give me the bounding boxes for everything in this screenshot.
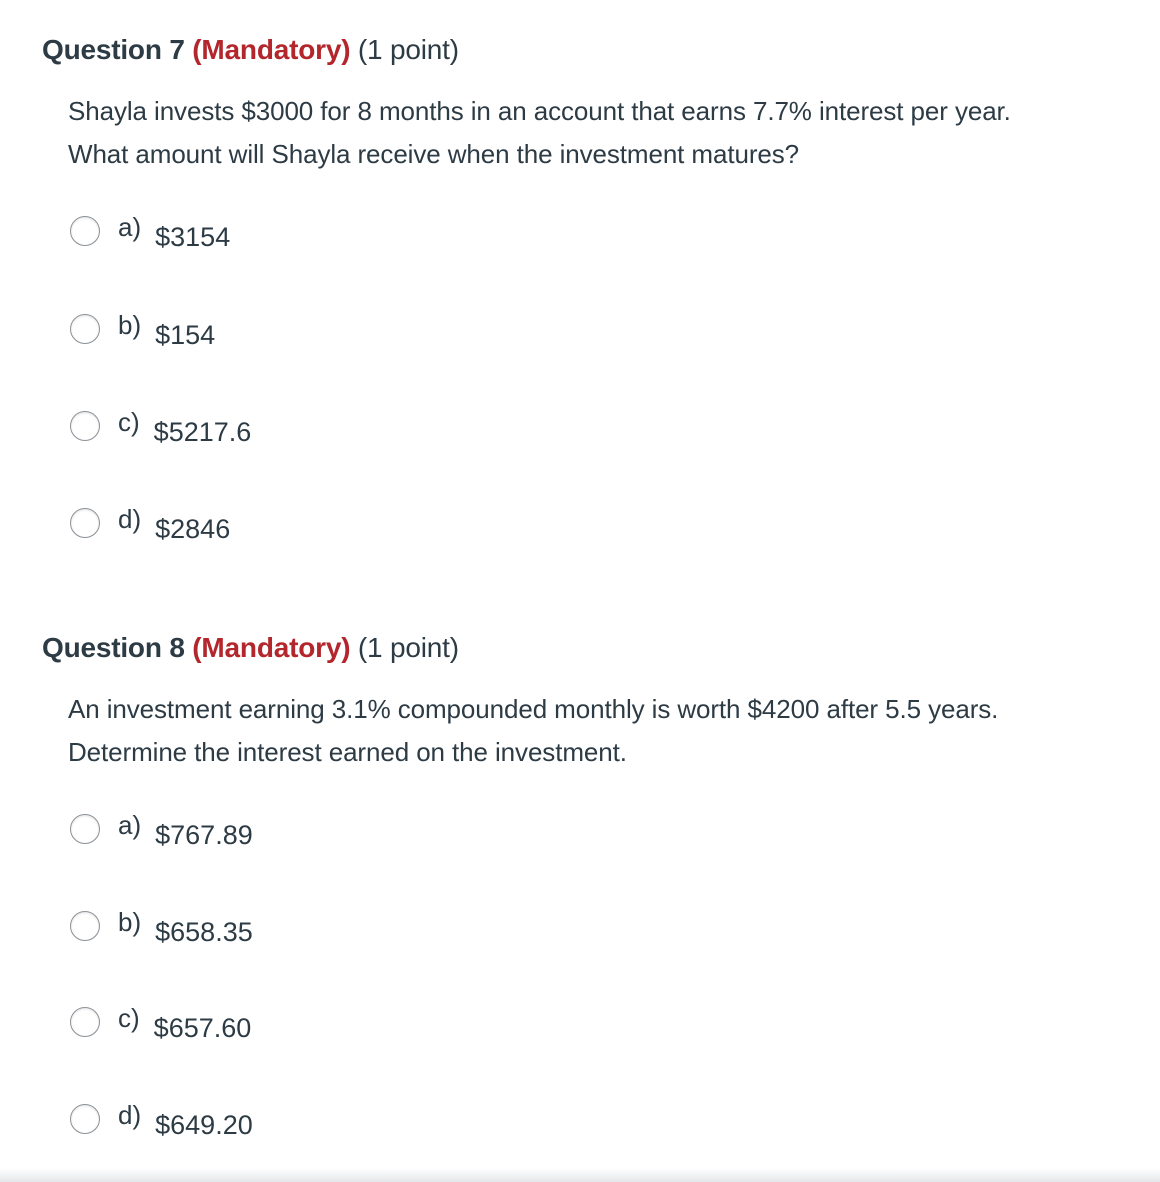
option-value: $658.35 — [155, 916, 253, 947]
option-letter: b) — [118, 906, 142, 937]
points-label: (1 point) — [357, 632, 459, 663]
question-header — [42, 632, 459, 664]
question-text-line: Determine the interest earned on the investment. — [68, 737, 627, 767]
option-letter: c) — [118, 1002, 140, 1033]
option-c[interactable] — [70, 1002, 252, 1043]
question-text — [68, 688, 1148, 774]
radio-button[interactable] — [70, 314, 100, 344]
option-letter: a) — [118, 809, 142, 840]
question-text-line: An investment earning 3.1% compounded monthly is worth $4200 after 5.5 years. — [68, 694, 999, 724]
question-text — [68, 90, 1148, 176]
mandatory-label: (Mandatory) — [192, 34, 351, 65]
option-value: $649.20 — [155, 1109, 253, 1140]
points-label: (1 point) — [357, 34, 459, 65]
option-value: $657.60 — [153, 1012, 252, 1043]
question-text-line: Shayla invests $3000 for 8 months in an account that earns 7.7% interest per year. — [68, 96, 1011, 126]
option-value: $154 — [155, 319, 216, 350]
mandatory-label: (Mandatory) — [192, 632, 351, 663]
radio-button[interactable] — [70, 216, 100, 246]
radio-button[interactable] — [70, 411, 100, 441]
radio-button[interactable] — [70, 1104, 100, 1134]
option-value: $5217.6 — [153, 416, 252, 447]
radio-button[interactable] — [70, 508, 100, 538]
radio-button[interactable] — [70, 911, 100, 941]
question-header — [42, 34, 459, 66]
option-d[interactable] — [70, 1099, 253, 1140]
bottom-edge-shadow — [0, 1168, 1160, 1182]
radio-button[interactable] — [70, 1007, 100, 1037]
option-c[interactable] — [70, 406, 252, 447]
option-letter: a) — [118, 211, 142, 242]
option-b[interactable] — [70, 309, 216, 350]
option-letter: d) — [118, 503, 142, 534]
option-b[interactable] — [70, 906, 253, 947]
option-d[interactable] — [70, 503, 231, 544]
option-a[interactable] — [70, 809, 253, 850]
radio-button[interactable] — [70, 814, 100, 844]
option-value: $2846 — [155, 513, 231, 544]
option-letter: b) — [118, 309, 142, 340]
option-value: $767.89 — [155, 819, 253, 850]
option-letter: d) — [118, 1099, 142, 1130]
option-letter: c) — [118, 406, 140, 437]
question-number: Question 7 — [42, 34, 185, 65]
option-a[interactable] — [70, 211, 231, 252]
question-text-line: What amount will Shayla receive when the investment matures? — [68, 139, 800, 169]
option-value: $3154 — [155, 221, 231, 252]
question-number: Question 8 — [42, 632, 185, 663]
